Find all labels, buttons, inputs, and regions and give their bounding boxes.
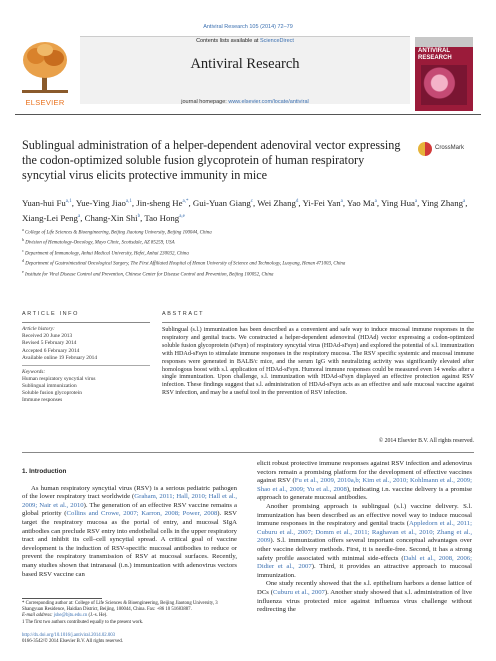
crossmark-badge[interactable] [418,142,478,156]
article-info [22,326,150,405]
keyword: Soluble fusion glycoprotein [22,390,82,397]
author[interactable]: Xiang-Lei Peng$^a$ [22,212,81,223]
email-note: E-mail address: jshe@bjtu.edu.cn (J.-s. He). [22,613,108,619]
cover-title: ANTIVIRAL RESEARCH [418,48,452,61]
author[interactable]: Gui-Yuan Giang$^c$ [192,197,254,208]
author[interactable]: Ying Zhang$^a$ [421,197,466,208]
article-title: Sublingual administration of a helper-dependent adenoviral vector expressing the codon-optimized soluble fusion glycoprotein of human respiratory syncytial virus elicits protective immunity in mice [22,138,401,182]
affiliation-list [22,227,472,279]
citation-link[interactable]: Graham, 2011; Hall, 2010; Hall et al., 2009; Nair et al., 2010 [22,493,237,509]
author[interactable]: Yi-Fei Yan$^a$ [302,197,343,208]
citation-link[interactable]: Collins and Crowe, 2007; Karron, 2008; Power, 2008 [66,510,218,518]
doi-link[interactable]: http://dx.doi.org/10.1016/j.antiviral.2014.02.003 [22,633,116,638]
cover-artwork [421,65,467,105]
publisher-label: ELSEVIER [25,98,65,107]
keywords-divider [22,365,150,366]
citation-link[interactable]: Fu et al., 2009, 2010a,b; Kim et al., 2010; Kohlmann et al., 2009; Shao et al., 2009; Yu et al., 2008 [257,477,472,493]
keyword: Immune responses [22,397,63,404]
affiliation: $^b$ Division of Hematology-Oncology, Mayo Clinic, Scottsdale, AZ 85259, USA [22,237,175,247]
affiliation: $^a$ College of Life Sciences & Bioengineering, Beijing Jiaotong University, Beijing 100044, China [22,227,212,236]
history-item: Revised 5 February 2014 [22,340,77,347]
homepage-url-link[interactable]: www.elsevier.com/locate/antiviral [228,99,309,105]
keywords-label: Keywords: [22,368,46,375]
abstract-text: Sublingual (s.l.) immunization has been described as a convenient and safe way to induce mucosal immune responses in the respiratory and genital tracts. We constructed a helper-dependent adenoviral (HDAd) vector expressing a codon-optimized soluble fusion glycoprotein (sFsyn) of respiratory syncytial virus (HDAd-sFsyn) and explored the potential of s.l. immunization with HDAd-sFsyn to stimulate immune responses in the respiratory mucosa. The RSV specific systemic and mucosal immune responses were generated in BALB/c mice, and the serum IgG with neutralizing activity was significantly elevated after homologous boost with s.l. application of HDAd-sFsyn. Humoral immune responses could be measured even 14 weeks after a single immunization. Upon challenge, s.l. immunization with HDAd-sFsyn displayed an effective protection against RSV infection. These findings suggest that s.l. administration of HDAd-sFsyn acts as an effective and safe mucosal vaccine against RSV infection, and may be a useful tool in the prevention of RSV infection. [162,327,474,397]
paragraph: elicit robust protective immune responses against RSV infection and adenovirus vectors remain a promising platform for the development of effective vaccines against RSV (Fu et al., 2009, 2010a,b; Kim et al., 2010; Kohlmann et al., 2009; Shao et al., 2009; Yu et al., 2008), indicating i.n. vaccine delivery is a promise approach to generate mucosal antibodies. [257,460,472,502]
body-divider [22,452,474,453]
contents-line [80,38,410,44]
contents-prefix: Contents lists available at [196,38,260,44]
sciencedirect-link[interactable]: ScienceDirect [259,38,294,44]
issn-line: 0166-3542/© 2014 Elsevier B.V. All rights reserved. [22,639,123,645]
affiliation: $^e$ Institute for Viral Disease Control and Prevention, Chinese Center for Disease Control and Prevention, Beijing 100052, China [22,268,274,278]
body-column-left [22,468,237,579]
journal-reference[interactable]: Antiviral Research 105 (2014) 72–79 [203,24,293,30]
journal-name: Antiviral Research [190,56,300,72]
history-item: Received 20 June 2013 [22,333,73,340]
copyright-line: © 2014 Elsevier B.V. All rights reserved. [378,438,474,444]
cover-top-band [415,37,473,47]
crossmark-label: CrossMark [435,145,465,151]
article-info-heading: ARTICLE INFO [22,311,79,317]
crossmark-icon [418,142,432,156]
author[interactable]: Ying Hua$^a$ [380,197,418,208]
author[interactable]: Jin-sheng $He^{a,*}$ [136,197,189,208]
elsevier-tree-logo-icon [14,36,76,96]
author[interactable]: Yuan-hui Fu$^{a,1}$ [22,197,72,208]
history-item: Accepted 6 February 2014 [22,347,80,354]
doi-block [22,633,272,646]
author-list: Yuan-hui Fu$^{a,1}$, Yue-Ying Jiao$^{a,1}$, Jin-sheng $He^{a,*}$, Gui-Yuan Giang$^c$, Wei Zhang$^d$, Yi-Fei Yan$^a$, Yao Ma$^a$, Ying Hua$^a$, Ying Zhang$^a$, Xiang-Lei Peng$^a$, Chang-Xin Shi$^b$, Tao Hong$^{a,e}$ [22,197,468,223]
author[interactable]: Chang-Xin Shi$^b$ [84,212,141,223]
keyword: Human respiratory syncytial virus [22,375,96,382]
author[interactable]: Yue-Ying Jiao$^{a,1}$ [75,197,132,208]
author[interactable]: Wei Zhang$^d$ [257,197,299,208]
homepage-prefix: journal homepage: [181,99,229,105]
affiliation: $^d$ Department of Gastrointestinal Oncological Surgery, The First Affiliated Hospital of Henan University of Science and Technology, Luoyang, Henan 471003, China [22,258,346,267]
citation-link[interactable]: Dahl et al., 2008, 2006; Didier et al., 2007 [257,554,472,571]
abstract-heading: ABSTRACT [162,311,205,317]
homepage-line [80,99,410,105]
email-link[interactable]: jshe@bjtu.edu.cn [53,613,88,619]
article-info-rule [22,322,150,323]
paragraph: Another promising approach is sublingual (s.l.) vaccine delivery. S.l. immunization has been described as an effective novel way to induce mucosal immune responses in the respiratory and genital tracts (Appledorn et al., 2011; Cuburu et al., 2007; Domm et al., 2011; Raghavan et al., 2010; Zhang et al., 2009). S.l. immunization offers several important conceptual advantages over other vaccine delivery methods. First, it is needle-free. Second, it has a strong safety profile associated with minimal side-effects (Dahl et al., 2008, 2006; Didier et al., 2007). Third, it provides an attractive approach to mucosal immunization. [257,502,472,579]
history-item: Available online 19 February 2014 [22,354,98,361]
journal-cover-thumbnail[interactable] [415,37,473,111]
body-column-right [257,460,472,615]
citation-link[interactable]: Cuburu et al., 2007 [272,588,325,596]
author[interactable]: Yao Ma$^a$ [346,197,377,208]
keyword: Sublingual immunization [22,382,77,389]
header-divider [15,114,481,115]
footnotes [22,601,237,626]
footnote-rule [22,598,102,599]
paragraph: As human respiratory syncytial virus (RSV) is a serious pediatric pathogen of the lower respiratory tract worldwide (Graham, 2011; Hall, 2010; Hall et al., 2009; Nair et al., 2010). The generation of an effective RSV vaccine remains a global priority (Collins and Crowe, 2007; Karron, 2008; Power, 2008). RSV target the respiratory mucosa as the portal of entry, and mucosal SIgA antibodies can preclude RSV entry into endothelial cells in the upper respiratory tract and inhibit its cell–cell syncytial spread. A critical goal of vaccine development is the induction of RSV-specific mucosal antibodies to reduce or prevent the respiratory transmission of RSV at mucosal surfaces. Recently, many studies shown that intranasal (i.n.) immunization with adenovirus vectors based RSV vaccine can [22,484,237,578]
author[interactable]: Tao Hong$^{a,e}$ [144,212,185,223]
intro-heading: 1. Introduction [22,468,67,475]
abstract-rule [162,322,474,323]
paragraph: One study recently showed that the s.l. epithelium harbors a dense lattice of DCs (Cuburu et al., 2007). Another study showed that s.l. administration of live influenza virus protected mice against influenza virus challenge without redirecting the [257,580,472,614]
history-label: Article history: [22,326,55,332]
citation-link[interactable]: Appledorn et al., 2011; Cuburu et al., 2007; Domm et al., 2011; Raghavan et al., 2010; Zhang et al., 2009 [257,520,472,545]
equal-contribution-note: 1 The first two authors contributed equally to the present work. [22,619,144,625]
corresponding-author-note: * Corresponding author at: College of Life Sciences & Bioengineering, Beijing Jiaotong University, 3 Shangyuan Residence, Haidian District, Beijing, 100044, China. Fax: +86 10 51683887. [22,601,218,613]
affiliation: $^c$ Department of Immunology, Anhui Medical University, Hefei, Anhui 230032, China [22,247,189,257]
